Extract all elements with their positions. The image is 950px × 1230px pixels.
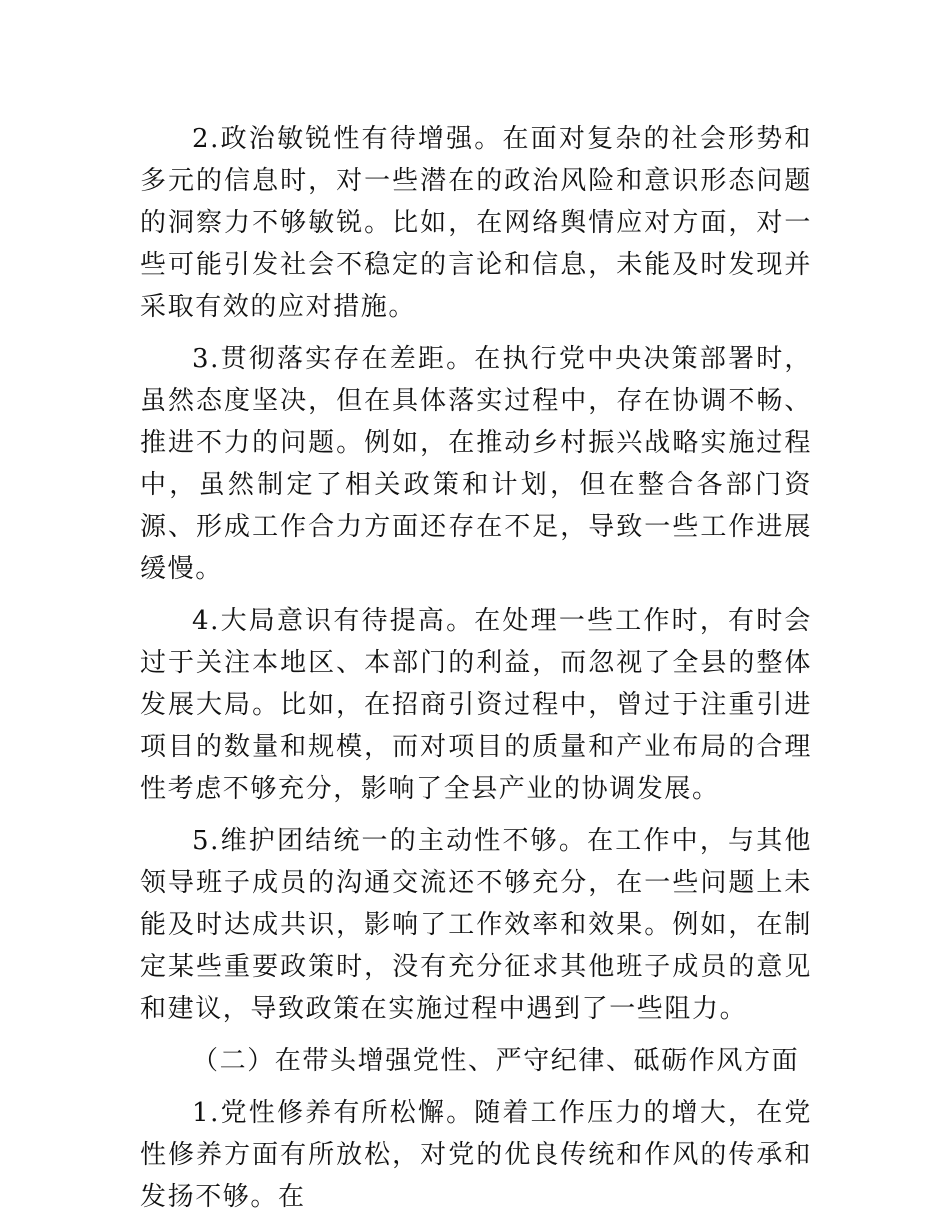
document-body [140, 118, 812, 1228]
section-heading: （二）在带头增强党性、严守纪律、砥砺作风方面 [192, 1046, 800, 1076]
paragraph-overall-awareness: 4.大局意识有待提高。在处理一些工作时，有时会过于关注本地区、本部门的利益，而忽视了全县的整体发展大局。比如，在招商引资过程中，曾过于注重引进项目的数量和规模，而对项目的质量和产业布局的合理性考虑不够充分，影响了全县产业的协调发展。 [140, 606, 812, 804]
paragraph-party-spirit: 1.党性修养有所松懈。随着工作压力的增大，在党性修养方面有所放松，对党的优良传统和作风的传承和发扬不够。在 [140, 1098, 812, 1212]
paragraph-implementation-gap: 3.贯彻落实存在差距。在执行党中央决策部署时，虽然态度坚决，但在具体落实过程中，存在协调不畅、推进不力的问题。例如，在推动乡村振兴战略实施过程中，虽然制定了相关政策和计划，但在整合各部门资源、形成工作合力方面还存在不足，导致一些工作进展缓慢。 [140, 344, 812, 584]
paragraph-unity-initiative: 5.维护团结统一的主动性不够。在工作中，与其他领导班子成员的沟通交流还不够充分，在一些问题上未能及时达成共识，影响了工作效率和效果。例如，在制定某些重要政策时，没有充分征求其他班子成员的意见和建议，导致政策在实施过程中遇到了一些阻力。 [140, 826, 812, 1024]
paragraph-political-sensitivity: 2.政治敏锐性有待增强。在面对复杂的社会形势和多元的信息时，对一些潜在的政治风险和意识形态问题的洞察力不够敏锐。比如，在网络舆情应对方面，对一些可能引发社会不稳定的言论和信息，未能及时发现并采取有效的应对措施。 [140, 124, 812, 322]
